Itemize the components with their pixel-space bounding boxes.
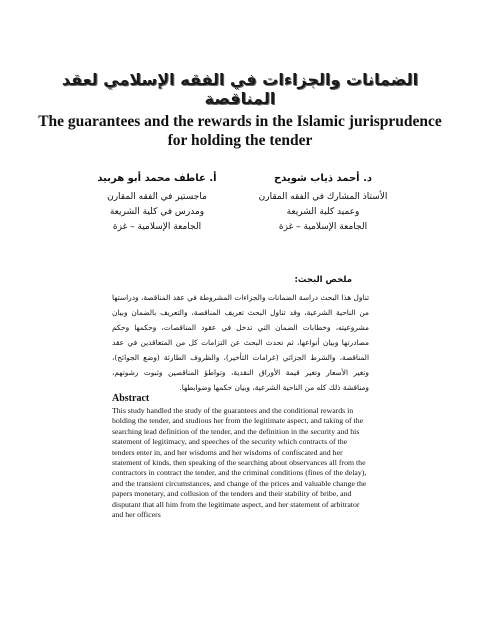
arabic-abstract-heading: ملخص البحث: (294, 275, 352, 285)
english-title: The guarantees and the rewards in the Islamic jurisprudence for holding the tender (38, 113, 442, 149)
author-name: أ. عاطف محمد أبو هربيد (97, 173, 217, 184)
author-block-2 (82, 168, 232, 235)
author-affiliation-line: الجامعة الإسلامية – غزة (112, 222, 202, 232)
author-block-1 (248, 168, 398, 235)
author-name: د. أحمد ذياب شويدح (273, 173, 373, 184)
arabic-title: الضمانات والجزاءات في الفقه الإسلامي لعقد المناقصة (61, 70, 419, 108)
author-affiliation-line: الجامعة الإسلامية – غزة (278, 222, 368, 232)
author-affiliation-line: الأستاذ المشارك في الفقه المقارن (258, 192, 388, 202)
english-abstract-heading: Abstract (112, 393, 150, 404)
arabic-abstract-body: تناول هذا البحث دراسة الضمانات والجزاءات المشروطة في عقد المناقصة، ودراستها من الناحية الشرعية، وقد تناول البحث تعريف المناقصة، والتعريف بالضمان وبيان مشروعيته، وخطابات الضمان التي تدخل في عقود المناقصات، وحكمها وحكم مصادرتها وبيان أنواعها، ثم تحدث البحث عن التزامات كل من المتعاقدين في عقد المناقصة، والشرط الجزائي (غرامات التأخير)، والظروف الطارئة (وضع الجوائح)، وتغير الأسعار وتغير قيمة الأوراق النقدية، وتواطؤ المناقصين وثبوت رشوتهم، ومناقشة ذلك كله من الناحية الشرعية، وبيان حكمها وضوابطها. (112, 293, 369, 392)
author-affiliation-line: ماجستير في الفقه المقارن (107, 192, 207, 202)
english-abstract-body: This study handled the study of the guarantees and the conditional rewards in holding the tender, and studious her from the legitimate aspect, and taking of the searching lead definition of the tender, and the definition in the security and his statement of legitimacy, and speeches of the security which contracts of the tenders enter in, and her wisdoms and her wisdoms of confiscated and her statement of kinds, then speaking of the searching about observances all from the contractors in contract the tender, and the criminal conditions (fines of the delay), and the transient circumstances, and change of the prices and valuable change the papers monetary, and collusion of the tenders and their stability of bribe, and disputant that all him from the legitimate aspect, and her statement of arbitrator and her officers (112, 406, 367, 520)
author-affiliation-line: وعميد كلية الشريعة (286, 207, 360, 217)
author-affiliation-line: ومدرس في كلية الشريعة (109, 207, 205, 217)
